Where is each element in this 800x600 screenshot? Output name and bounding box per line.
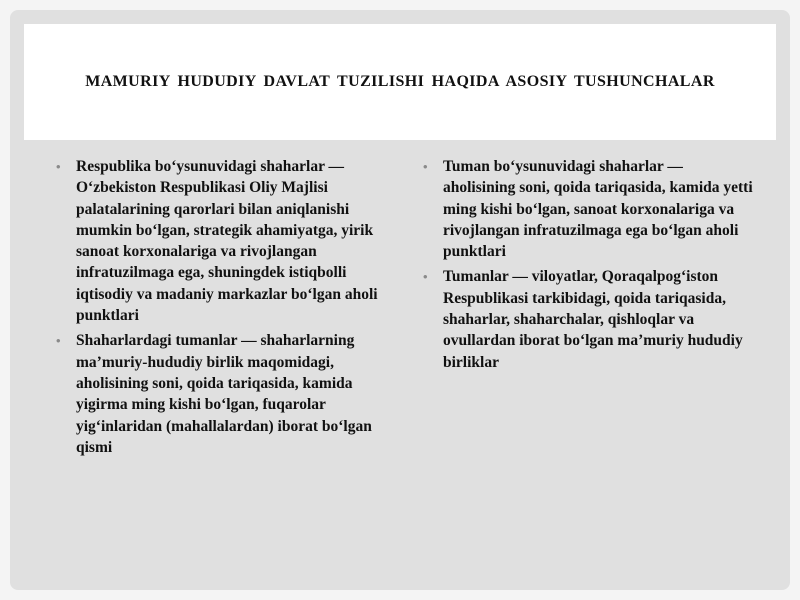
right-column [423,156,758,377]
bullet-icon: • [56,333,61,349]
slide [10,10,790,590]
bullet-item [56,330,382,458]
slide-title: MAMURIY HUDUDIY DAVLAT TUZILISHI HAQIDA ASOSIY TUSHUNCHALAR [85,73,715,90]
bullet-icon: • [423,269,428,285]
bullet-item [423,156,758,262]
title-box [24,24,776,140]
bullet-text: Tumanlar — viloyatlar, Qoraqalpog‘iston Respublikasi tarkibidagi, qoida tariqasida, shaharlar, shaharchalar, qishloqlar va ovullardan iborat bo‘lgan ma’muriy hududiy birliklar [443,268,743,371]
bullet-item [423,266,758,372]
bullet-text: Shaharlardagi tumanlar — shaharlarning ma’muriy-hududiy birlik maqomidagi, aholisining soni, qoida tariqasida, kamida yigirma ming kishi bo‘lgan, fuqarolar yig‘inlaridan (mahallalardan) iborat bo‘lgan qismi [76,332,372,456]
bullet-icon: • [423,159,428,174]
bullet-icon: • [56,159,61,174]
bullet-item [56,156,382,326]
left-column [56,156,382,462]
bullet-text: Respublika bo‘ysunuvidagi shaharlar — O‘zbekiston Respublikasi Oliy Majlisi palatalarining qarorlari bilan aniqlanishi mumkin bo‘lgan, strategik ahamiyatga, yirik sanoat korxonalariga va rivojlangan infratuzilmaga ega, shuningdek istiqbolli iqtisodiy va madaniy markazlar bo‘lgan aholi punktlari [76,158,378,325]
bullet-text: Tuman bo‘ysunuvidagi shaharlar — aholisining soni, qoida tariqasida, kamida yetti ming kishi bo‘lgan, sanoat korxonalariga va rivojlangan infratuzilmaga ega bo‘lgan aholi punktlari [443,158,753,261]
